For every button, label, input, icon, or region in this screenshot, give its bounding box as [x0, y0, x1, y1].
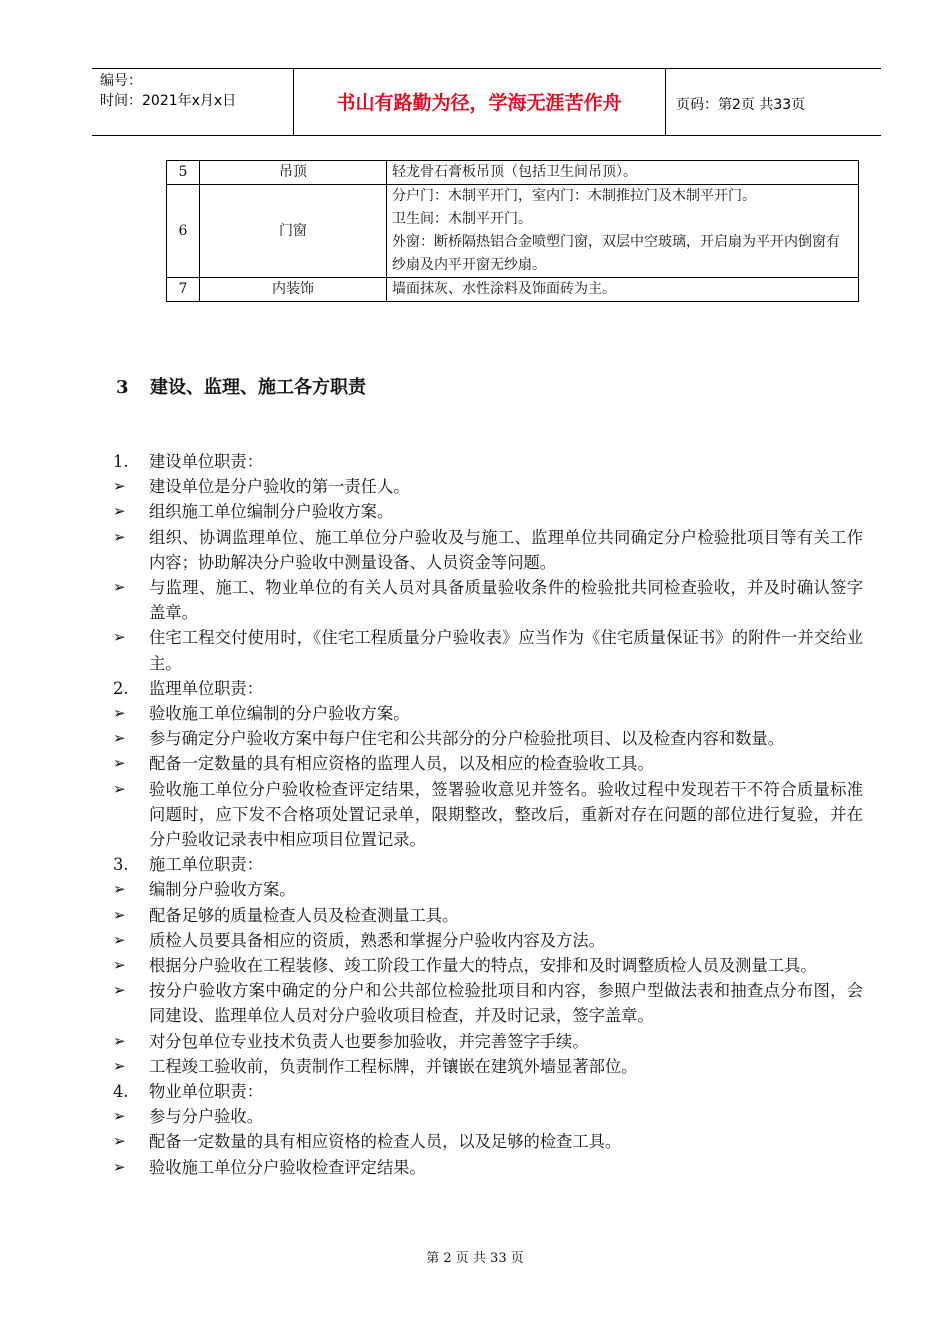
- list-heading-item: [113, 676, 863, 701]
- list-item: [113, 1029, 863, 1054]
- arrow-bullet-icon: ➢: [113, 502, 126, 521]
- arrow-bullet-icon: ➢: [113, 1031, 126, 1050]
- table-row: [167, 185, 859, 278]
- header-page-code: 页码：第2页 共33页: [676, 97, 806, 113]
- header-time: 时间：2021年x月x日: [100, 93, 237, 109]
- list-item: [113, 625, 863, 675]
- list-item-text: 参与确定分户验收方案中每户住宅和公共部分的分户检验批项目、以及检查内容和数量。: [149, 729, 784, 749]
- header-bottom-rule: [92, 135, 881, 136]
- list-heading-item: [113, 1079, 863, 1104]
- list-item: [113, 903, 863, 928]
- list-item-text: 物业单位职责：: [149, 1082, 263, 1102]
- row-description-line: 墙面抹灰、水性涂料及饰面砖为主。: [392, 281, 616, 297]
- row-description: [387, 161, 859, 185]
- row-name: 内装饰: [200, 278, 387, 302]
- list-item: [113, 726, 863, 751]
- arrow-bullet-icon: ➢: [113, 779, 126, 798]
- arrow-bullet-icon: ➢: [113, 578, 126, 597]
- list-item-text: 配备一定数量的具有相应资格的检查人员，以及足够的检查工具。: [149, 1132, 622, 1152]
- header-code-label: 编号：: [100, 73, 142, 89]
- row-number: 7: [167, 278, 200, 302]
- list-item: [113, 499, 863, 524]
- arrow-bullet-icon: ➢: [113, 754, 126, 773]
- row-number: 6: [167, 185, 200, 278]
- header-divider-right: [665, 68, 666, 135]
- arrow-bullet-icon: ➢: [113, 956, 126, 975]
- list-item: [113, 928, 863, 953]
- row-name: 门窗: [200, 185, 387, 278]
- section-number: 3: [116, 377, 129, 398]
- row-description-line: 分户门：木制平开门，室内门：木制推拉门及木制平开门。: [392, 188, 756, 204]
- arrow-bullet-icon: ➢: [113, 905, 126, 924]
- arrow-bullet-icon: ➢: [113, 704, 126, 723]
- arrow-bullet-icon: ➢: [113, 1056, 126, 1075]
- arrow-bullet-icon: ➢: [113, 1107, 126, 1126]
- list-number: 1.: [113, 452, 129, 471]
- list-item-text: 建设单位是分户验收的第一责任人。: [149, 477, 410, 497]
- arrow-bullet-icon: ➢: [113, 477, 126, 496]
- list-item: [113, 1104, 863, 1129]
- table-row: [167, 161, 859, 185]
- section-heading: [116, 373, 366, 399]
- list-item: [113, 1129, 863, 1154]
- list-item-text: 建设单位职责：: [149, 452, 263, 471]
- row-description: [387, 278, 859, 302]
- list-item-text: 配备足够的质量检查人员及检查测量工具。: [149, 905, 459, 925]
- row-description-line: 卫生间：木制平开门。: [392, 211, 532, 227]
- list-item-text: 组织、协调监理单位、施工单位分户验收及与施工、监理单位共同确定分户检验批项目等有关工作内容；协助解决分户验收中测量设备、人员资金等问题。: [149, 527, 863, 572]
- list-item-text: 验收施工单位分户验收检查评定结果，签署验收意见并签名。验收过程中发现若干不符合质量标准问题时，应下发不合格项处置记录单，限期整改，整改后，重新对存在问题的部位进行复验，并在分户验收记录表中相应项目位置记录。: [149, 779, 863, 850]
- arrow-bullet-icon: ➢: [113, 880, 126, 899]
- list-item-text: 施工单位职责：: [149, 855, 263, 875]
- arrow-bullet-icon: ➢: [113, 1132, 126, 1151]
- list-number: 3.: [113, 855, 129, 875]
- responsibility-list: [113, 449, 863, 1180]
- header-top-rule: [92, 68, 881, 69]
- list-item: [113, 525, 863, 575]
- table-row: [167, 278, 859, 302]
- list-number: 4.: [113, 1082, 129, 1102]
- list-item-text: 验收施工单位分户验收检查评定结果。: [149, 1157, 426, 1177]
- arrow-bullet-icon: ➢: [113, 527, 126, 546]
- row-name: 吊顶: [200, 161, 387, 185]
- list-item: [113, 575, 863, 625]
- arrow-bullet-icon: ➢: [113, 930, 126, 949]
- section-title: 建设、监理、施工各方职责: [150, 377, 366, 398]
- row-description: [387, 185, 859, 278]
- list-item: [113, 701, 863, 726]
- list-heading-item: [113, 449, 863, 474]
- arrow-bullet-icon: ➢: [113, 628, 126, 647]
- row-number: 5: [167, 161, 200, 185]
- list-item-text: 配备一定数量的具有相应资格的监理人员，以及相应的检查验收工具。: [149, 754, 654, 774]
- row-description-line: 轻龙骨石膏板吊顶（包括卫生间吊顶）。: [392, 164, 637, 180]
- list-number: 2.: [113, 678, 129, 698]
- list-item-text: 监理单位职责：: [149, 678, 263, 698]
- list-item-text: 住宅工程交付使用时，《住宅工程质量分户验收表》应当作为《住宅质量保证书》的附件一并交给业主。: [149, 628, 863, 673]
- list-item-text: 按分户验收方案中确定的分户和公共部位检验批项目和内容，参照户型做法表和抽查点分布图，会同建设、监理单位人员对分户验收项目检查，并及时记录，签字盖章。: [149, 981, 863, 1026]
- list-item-text: 参与分户验收。: [149, 1107, 263, 1127]
- list-item: [113, 953, 863, 978]
- arrow-bullet-icon: ➢: [113, 729, 126, 748]
- list-item-text: 编制分户验收方案。: [149, 880, 296, 900]
- list-item: [113, 978, 863, 1028]
- page-footer: 第 2 页 共 33 页: [426, 1251, 524, 1266]
- header-motto: 书山有路勤为径，学海无涯苦作舟: [336, 92, 622, 114]
- list-item-text: 工程竣工验收前，负责制作工程标牌，并镶嵌在建筑外墙显著部位。: [149, 1056, 638, 1076]
- list-item: [113, 1054, 863, 1079]
- list-item: [113, 474, 863, 499]
- spec-table: [166, 160, 859, 302]
- list-item: [113, 751, 863, 776]
- list-item: [113, 777, 863, 853]
- arrow-bullet-icon: ➢: [113, 1157, 126, 1176]
- list-item-text: 质检人员要具备相应的资质，熟悉和掌握分户验收内容及方法。: [149, 930, 605, 950]
- list-item-text: 与监理、施工、物业单位的有关人员对具备质量验收条件的检验批共同检查验收，并及时确认签字盖章。: [149, 578, 863, 623]
- list-item: [113, 1155, 863, 1180]
- arrow-bullet-icon: ➢: [113, 981, 126, 1000]
- list-item-text: 验收施工单位编制的分户验收方案。: [149, 704, 410, 724]
- list-heading-item: [113, 852, 863, 877]
- list-item: [113, 877, 863, 902]
- list-item-text: 根据分户验收在工程装修、竣工阶段工作量大的特点，安排和及时调整质检人员及测量工具。: [149, 956, 817, 976]
- list-item-text: 组织施工单位编制分户验收方案。: [149, 502, 394, 522]
- list-item-text: 对分包单位专业技术负责人也要参加验收，并完善签字手续。: [149, 1031, 589, 1051]
- row-description-line: 外窗：断桥隔热铝合金喷塑门窗，双层中空玻璃，开启扇为平开内倒窗有纱扇及内平开窗无纱扇。: [392, 234, 840, 273]
